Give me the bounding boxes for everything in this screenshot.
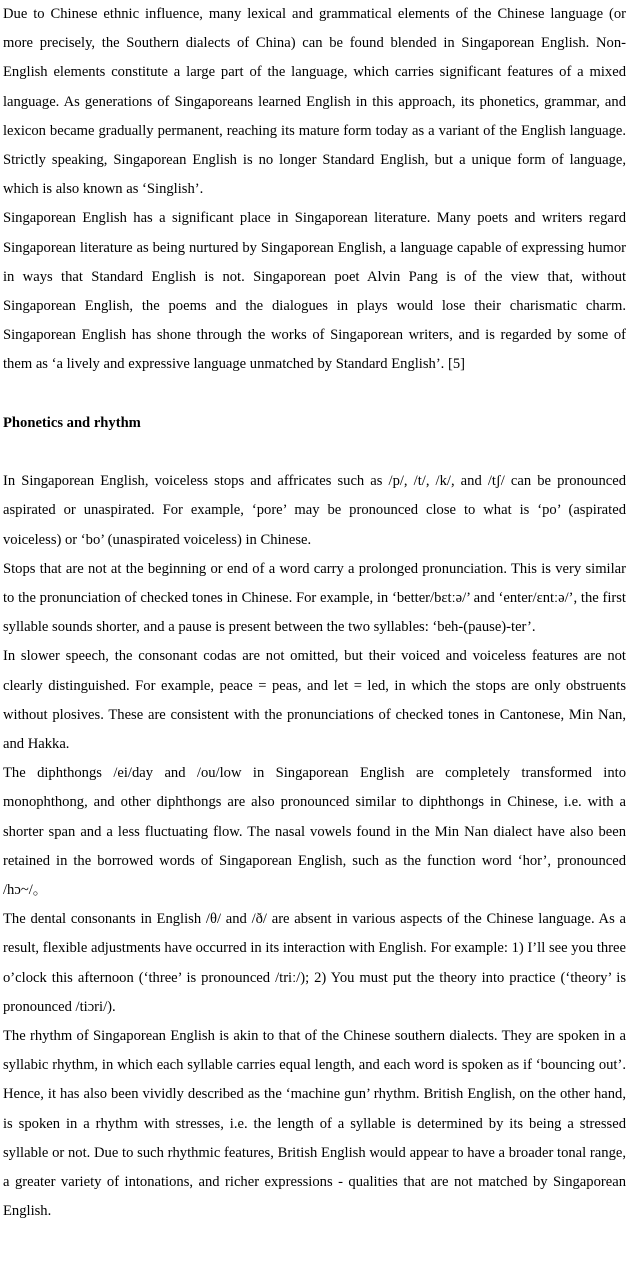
paragraph-singlish-origins: Due to Chinese ethnic influence, many lexical and grammatical elements of the Chinese language (or more precisely, the Southern dialects of China) can be found blended in Singaporean English. Non-English elements constitute a large part of the language, which carries significant features of a mixed language. As generations of Singaporeans learned English in this approach, its phonetics, grammar, and lexicon became gradually permanent, reaching its mature form today as a variant of the English language. Strictly speaking, Singaporean English is no longer Standard English, but a unique form of language, which is also known as ‘Singlish’. [3, 6, 626, 198]
document-body [3, 0, 626, 1227]
paragraph-diphthongs: The diphthongs /ei/day and /ou/low in Singaporean English are completely transformed into monophthong, and other diphthongs are also pronounced similar to diphthongs in Chinese, i.e. with a shorter span and a less fluctuating flow. The nasal vowels found in the Min Nan dialect have also been retained in the borrowed words of Singaporean English, such as the function word ‘hor’, pronounced /hɔ~/。 [3, 765, 626, 899]
paragraph-rhythm: The rhythm of Singaporean English is akin to that of the Chinese southern dialects. They are spoken in a syllabic rhythm, in which each syllable carries equal length, and each word is spoken as if ‘bouncing out’. Hence, it has also been vividly described as the ‘machine gun’ rhythm. British English, on the other hand, is spoken in a rhythm with stresses, i.e. the length of a syllable is determined by its being a stressed syllable or not. Due to such rhythmic features, British English would appear to have a broader tonal range, a greater variety of intonations, and richer expressions - qualities that are not matched by Singaporean English. [3, 1028, 626, 1220]
paragraph-prolonged-stops: Stops that are not at the beginning or end of a word carry a prolonged pronunciation. This is very similar to the pronunciation of checked tones in Chinese. For example, in ‘better/bɛtːə/’ and ‘enter/ɛntːə/’, the first syllable sounds shorter, and a pause is present between the two syllables: ‘beh-(pause)-ter’. [3, 560, 626, 636]
paragraph-voiceless-stops: In Singaporean English, voiceless stops and affricates such as /p/, /t/, /k/, and /tʃ/ can be pronounced aspirated or unaspirated. For example, ‘pore’ may be pronounced close to what is ‘po’ (aspirated voiceless) or ‘bo’ (unaspirated voiceless) in Chinese. [3, 473, 626, 548]
paragraph-singlish-literature: Singaporean English has a significant place in Singaporean literature. Many poets and writers regard Singaporean literature as being nurtured by Singaporean English, a language capable of expressing humor in ways that Standard English is not. Singaporean poet Alvin Pang is of the view that, without Singaporean English, the poems and the dialogues in plays would lose their charismatic charm. Singaporean English has shone through the works of Singaporean writers, and is regarded by some of them as ‘a lively and expressive language unmatched by Standard English’. [5] [3, 210, 626, 373]
blank-line [3, 438, 626, 467]
blank-line [3, 380, 626, 409]
paragraph-dental-consonants: The dental consonants in English /θ/ and /ð/ are absent in various aspects of the Chinese language. As a result, flexible adjustments have occurred in its interaction with English. For example: 1) I’ll see you three o’clock this afternoon (‘three’ is pronounced /triː/); 2) You must put the theory into practice (‘theory’ is pronounced /tiɔri/). [3, 911, 626, 1015]
section-heading: Phonetics and rhythm [3, 414, 141, 431]
paragraph-consonant-codas: In slower speech, the consonant codas are not omitted, but their voiced and voiceless features are not clearly distinguished. For example, peace = peas, and let = led, in which the stops are only obstruents without plosives. These are consistent with the pronunciations of checked tones in Cantonese, Min Nan, and Hakka. [3, 648, 626, 753]
